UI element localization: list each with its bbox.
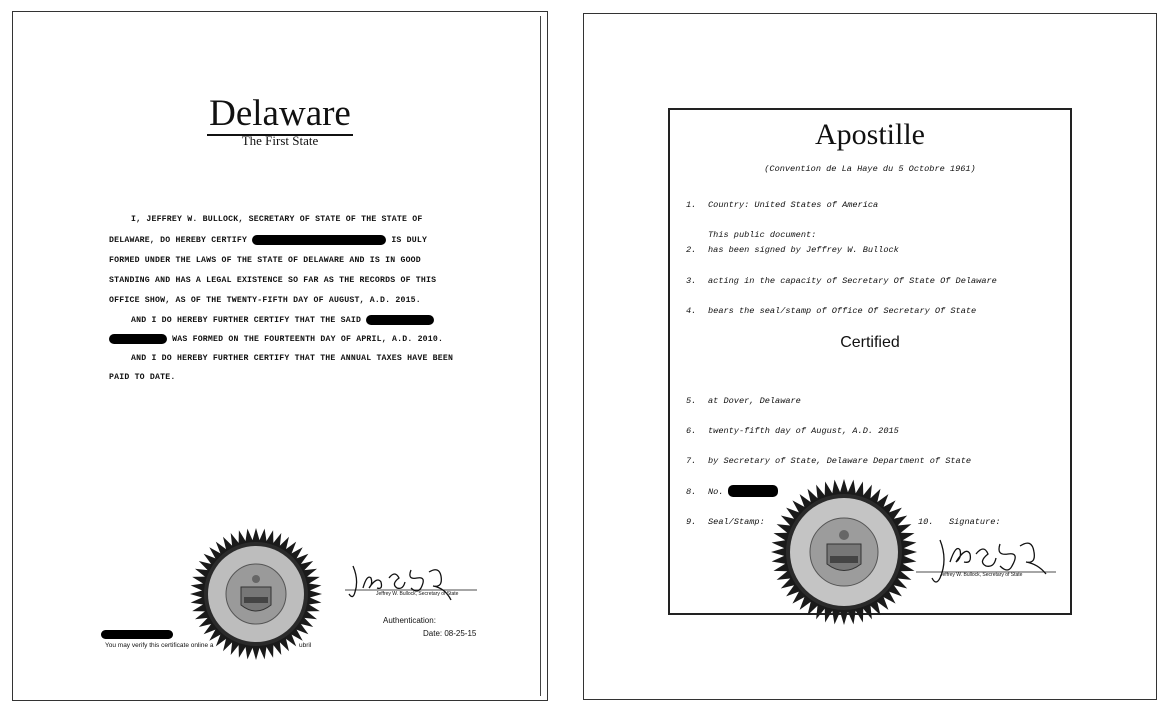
body-line-1: I, JEFFREY W. BULLOCK, SECRETARY OF STATE OF THE STATE OF	[131, 215, 423, 224]
authentication-label: Authentication:	[383, 616, 436, 625]
apostille-convention: (Convention de La Haye du 5 Octobre 1961)	[764, 164, 976, 174]
apostille-signature-caption: Jeffrey W. Bullock, Secretary of State	[940, 572, 1023, 578]
certified-heading: Certified	[840, 334, 900, 351]
body-line-7a: WAS FORMED ON THE FOURTEENTH DAY OF APRIL, A.D. 2010.	[172, 335, 444, 345]
signature-caption: Jeffrey W. Bullock, Secretary of State	[376, 591, 459, 597]
redaction-bar	[252, 235, 386, 245]
apostille-title: Apostille	[815, 118, 925, 151]
apostille-signature-icon	[910, 532, 1060, 588]
body-line-5: OFFICE SHOW, AS OF THE TWENTY-FIFTH DAY OF AUGUST, A.D. 2015.	[109, 296, 421, 305]
redaction-bar	[366, 315, 434, 325]
body-line-6	[131, 315, 434, 325]
date-label: Date: 08-25-15	[423, 629, 477, 638]
body-line-2b: IS DULY	[391, 236, 428, 246]
body-line-7	[109, 334, 443, 344]
signature-icon	[341, 558, 481, 604]
apostille-box: Apostille (Convention de La Haye du 5 Octobre 1961) 1. Country: United States of America This public document: 2. has been signed by Jeffrey W. Bullock 3. acting in the capacity of Secretary Of State Of Delaware 4. bears the seal/stamp of Office Of Secretary Of State Certified 5. at Dover, Delaware 6. twenty-fifth day of August, A.D. 2015 7. by Secretary of State, Delaware Department of State 8. No. 9. Seal/Stamp: 10. Signature: Jeffrey W. Bullock, Secretary of State	[668, 108, 1072, 615]
body-line-6a: AND I DO HEREBY FURTHER CERTIFY THAT THE SAID	[131, 316, 362, 326]
redaction-bar	[101, 630, 173, 639]
apostille-item-10: 10. Signature:	[918, 517, 1001, 527]
certificate-title: Delaware	[209, 93, 351, 134]
redaction-bar	[109, 334, 167, 344]
delaware-certificate-page	[12, 11, 548, 701]
verify-text: You may verify this certificate online a	[105, 642, 214, 649]
body-line-9: PAID TO DATE.	[109, 373, 176, 382]
verify-suffix: ubril	[299, 642, 312, 649]
body-line-8: AND I DO HEREBY FURTHER CERTIFY THAT THE ANNUAL TAXES HAVE BEEN	[131, 354, 454, 363]
body-line-2	[109, 235, 427, 245]
body-line-2a: DELAWARE, DO HEREBY CERTIFY	[109, 236, 248, 246]
body-line-4: STANDING AND HAS A LEGAL EXISTENCE SO FAR AS THE RECORDS OF THIS	[109, 276, 437, 285]
apostille-seal-icon	[770, 478, 918, 626]
body-line-3: FORMED UNDER THE LAWS OF THE STATE OF DELAWARE AND IS IN GOOD	[109, 256, 421, 265]
state-seal-icon	[189, 527, 323, 661]
apostille-page	[583, 13, 1157, 700]
certificate-subtitle: The First State	[241, 133, 319, 148]
